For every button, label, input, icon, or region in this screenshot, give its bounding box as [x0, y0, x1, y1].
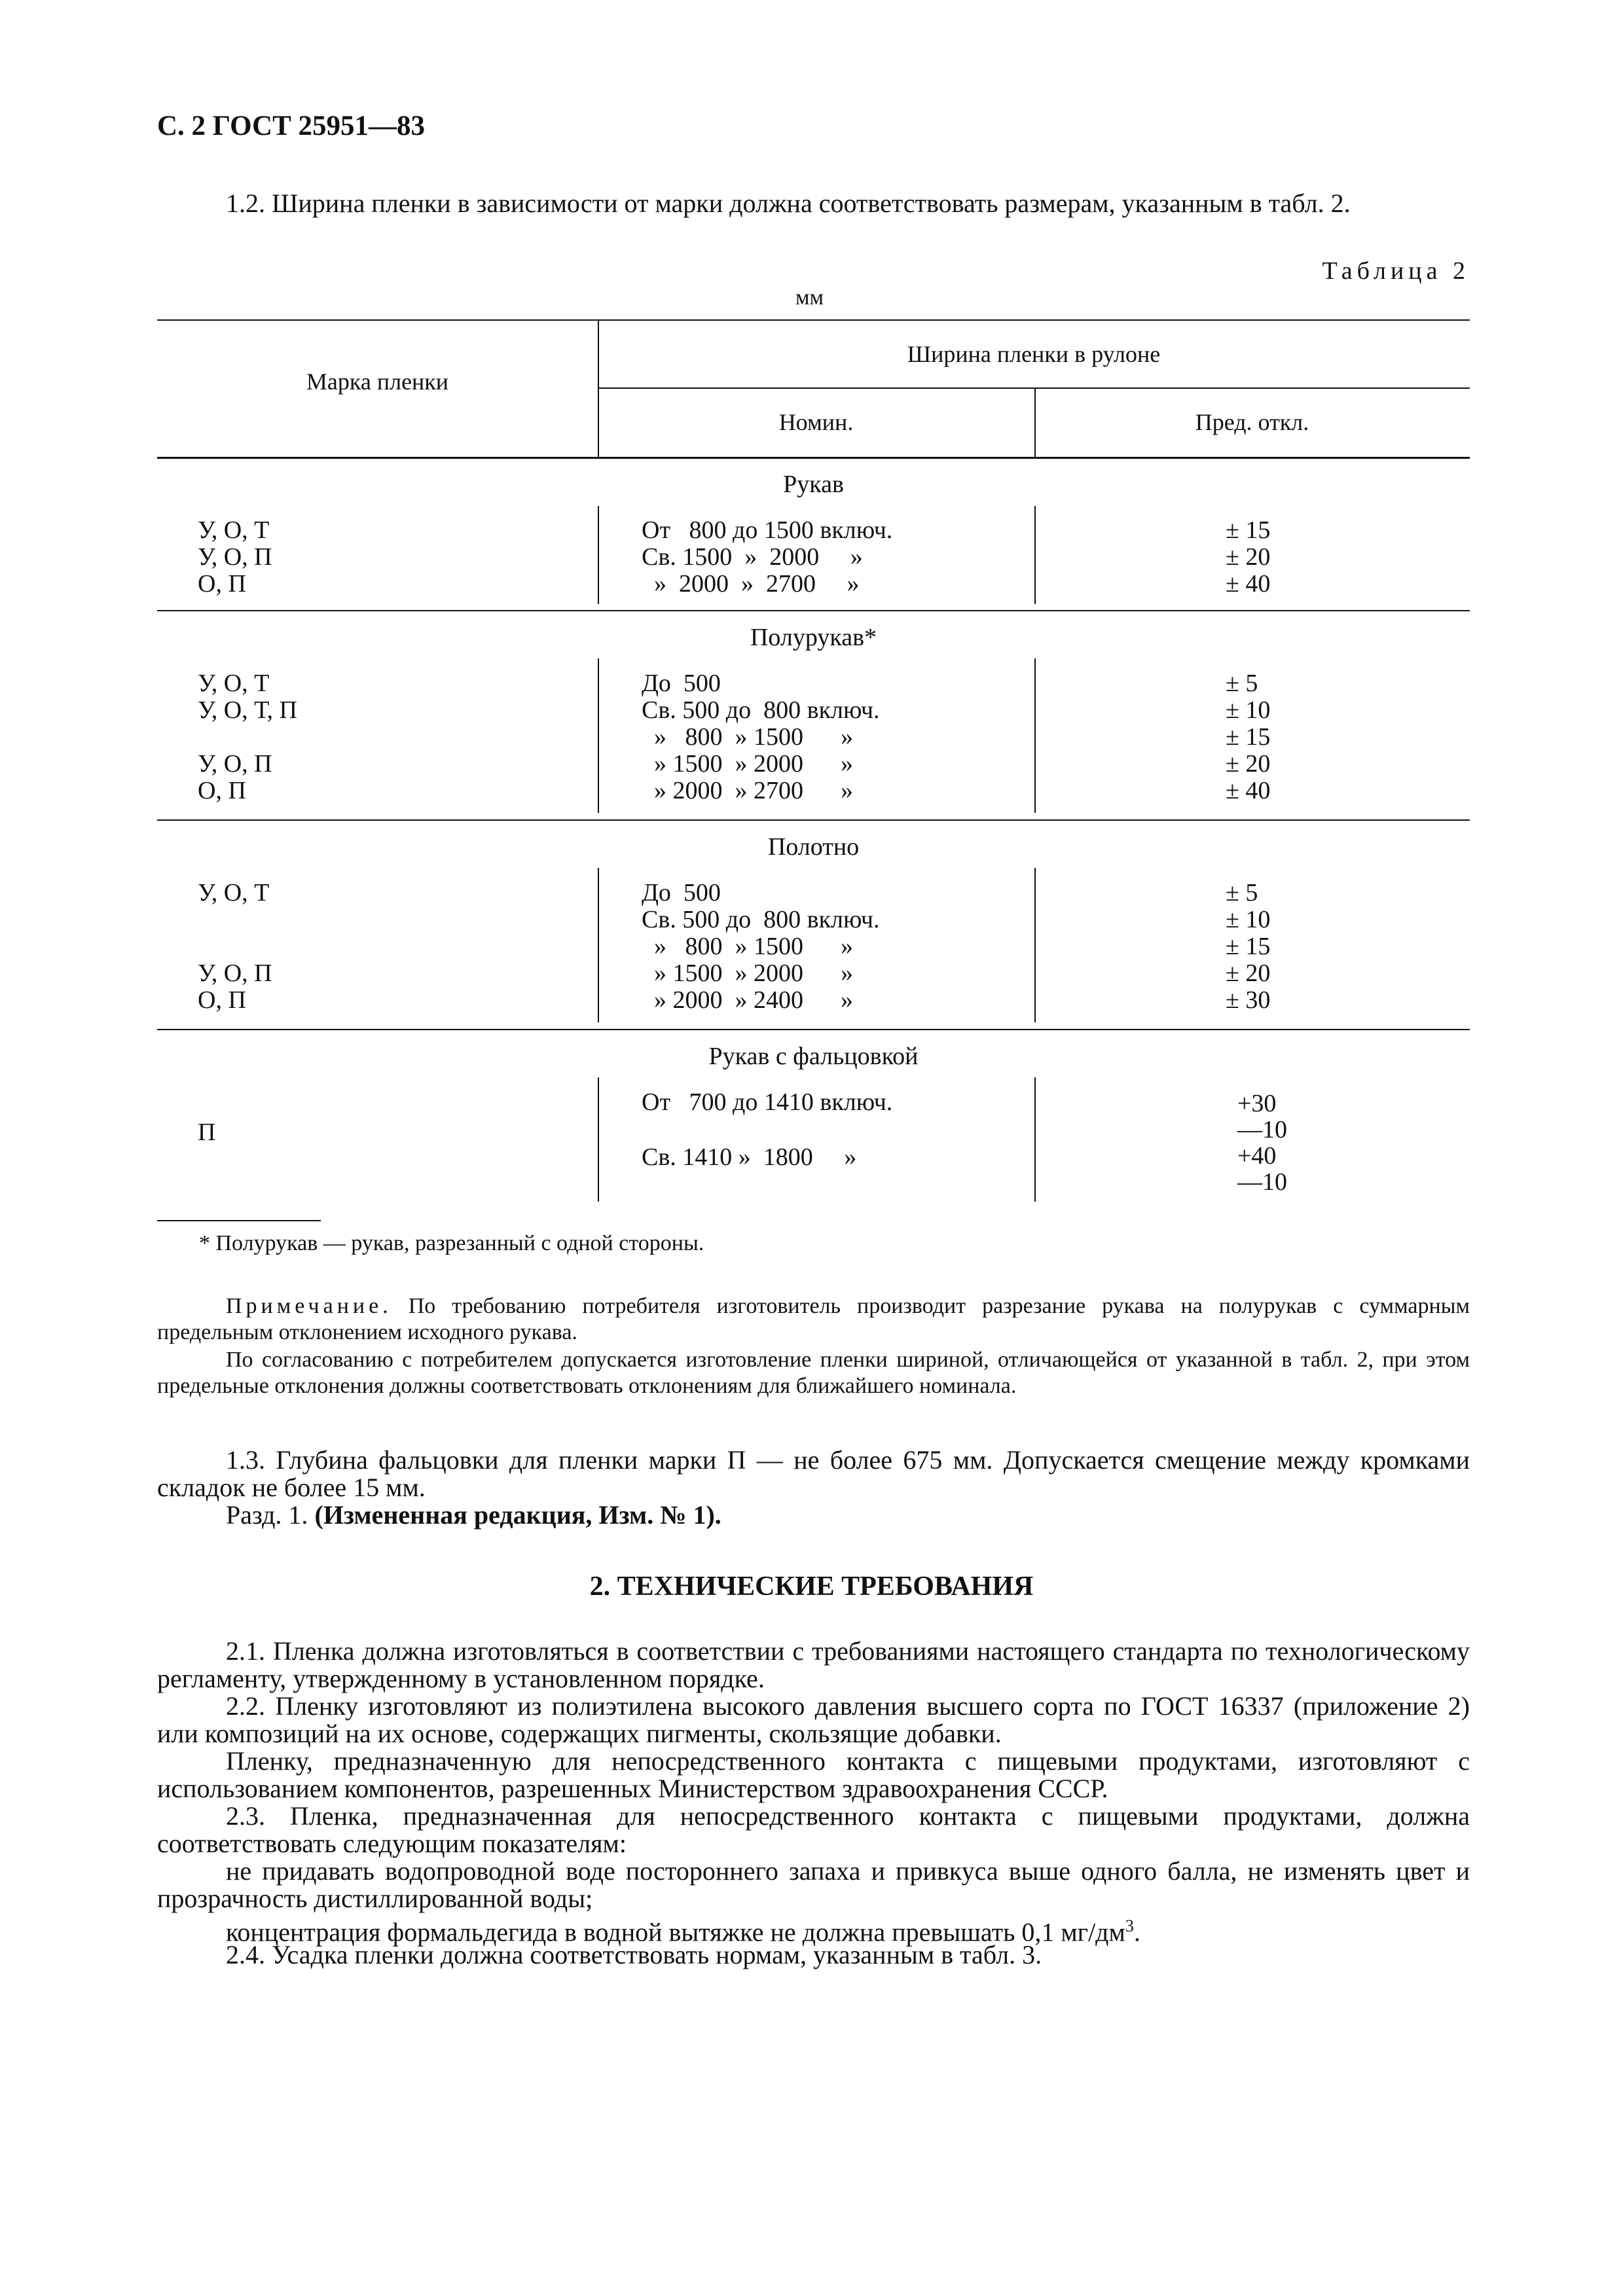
group-rule — [157, 1029, 1470, 1030]
table-note — [157, 1293, 1470, 1346]
paragraph-2-1: 2.1. Пленка должна изготовляться в соответствии с требованиями настоящего стандарта по технологическому регламенту, утвержденному в установленном порядке. — [157, 1636, 1470, 1693]
paragraph-2-2b: Пленку, предназначенную для непосредственного контакта с пищевыми продуктами, изготовляют с использованием компонентов, разрешенных Министерством здравоохранения СССР. — [157, 1746, 1470, 1803]
group-nominal-1: От 700 до 1410 включ. — [642, 1088, 893, 1116]
col-header-nom: Номин. — [778, 409, 854, 435]
group-divider — [1034, 506, 1036, 604]
col-header-width: Ширина пленки в рулоне — [907, 341, 1161, 367]
group-divider — [1034, 868, 1036, 1022]
group-marks: У, О, Т У, О, П О, П — [198, 516, 272, 598]
paragraph-1-2: 1.2. Ширина пленки в зависимости от марки должна соответствовать размерам, указанным в табл. 2. — [226, 188, 1351, 218]
group-deviation: +30 —10 +40 —10 — [1237, 1090, 1287, 1196]
table-label: Таблица 2 — [1322, 257, 1470, 285]
group-title-polurukav: Полурукав* — [750, 624, 877, 651]
paragraph-2-4: 2.4. Усадка пленки должна соответствовать нормам, указанным в табл. 3. — [226, 1940, 1042, 1969]
footnote-rule — [157, 1220, 321, 1221]
paragraph-1-3: 1.3. Глубина фальцовки для пленки марки П — не более 675 мм. Допускается смещение между кромками складок не более 15 мм. — [157, 1445, 1470, 1502]
group-deviation: ± 15 ± 20 ± 40 — [1226, 516, 1271, 598]
note-label: Примечание. — [226, 1294, 392, 1318]
group-nominal: От 800 до 1500 включ. Св. 1500 » 2000 » » 2000 » 2700 » — [642, 516, 893, 598]
razd-bold: (Измененная редакция, Изм. № 1). — [314, 1500, 721, 1530]
section-2-title: 2. ТЕХНИЧЕСКИЕ ТРЕБОВАНИЯ — [589, 1571, 1034, 1602]
col-header-mark: Марка пленки — [306, 368, 449, 395]
group-divider — [1034, 658, 1036, 813]
group-rule — [157, 819, 1470, 821]
p-2-3b-text: концентрация формальдегида в водной вытяжке не должна превышать 0,1 мг/дм — [226, 1917, 1125, 1947]
footnote: * Полурукав — рукав, разрезанный с одной стороны. — [199, 1231, 704, 1255]
table-note-2: По согласованию с потребителем допускается изготовление пленки шириной, отличающейся от указанной в табл. 2, при этом предельные отклонения должны соответствовать отклонениям для ближайшего номинала. — [157, 1348, 1470, 1398]
table-unit: мм — [795, 285, 824, 310]
group-nominal: До 500 Св. 500 до 800 включ. » 800 » 1500 » » 1500 » 2000 » » 2000 » 2700 » — [642, 670, 880, 804]
p-2-3b-end: . — [1133, 1917, 1140, 1947]
group-deviation: ± 5 ± 10 ± 15 ± 20 ± 30 — [1226, 879, 1271, 1014]
col-header-dev: Пред. откл. — [1195, 409, 1309, 435]
p-2-3b-sup: 3 — [1125, 1916, 1134, 1935]
group-title-rukav-falc: Рукав с фальцовкой — [708, 1043, 919, 1070]
group-marks: У, О, Т У, О, П О, П — [198, 879, 272, 1014]
group-marks: У, О, Т У, О, Т, П У, О, П О, П — [198, 670, 297, 804]
group-divider — [598, 1077, 599, 1202]
paragraph-2-3: 2.3. Пленка, предназначенная для непосредственного контакта с пищевыми продуктами, должна соответствовать следующим показателям: — [157, 1801, 1470, 1858]
group-marks: П — [198, 1119, 216, 1146]
razd-prefix: Разд. 1. — [226, 1500, 315, 1530]
group-deviation: ± 5 ± 10 ± 15 ± 20 ± 40 — [1226, 670, 1271, 804]
group-nominal: До 500 Св. 500 до 800 включ. » 800 » 1500 » » 1500 » 2000 » » 2000 » 2400 » — [642, 879, 880, 1014]
group-divider — [598, 868, 599, 1022]
group-title-polotno: Полотно — [767, 833, 860, 861]
razd-note — [157, 1501, 1470, 1529]
note-text: По требованию потребителя изготовитель производит разрезание рукава на полурукав с суммарным предельным отклонением исходного рукава. — [157, 1294, 1470, 1344]
group-title-rukav: Рукав — [783, 471, 844, 498]
group-rule — [157, 610, 1470, 611]
paragraph-2-3a: не придавать водопроводной воде постороннего запаха и привкуса выше одного балла, не изменять цвет и прозрачность дистиллированной воды; — [157, 1856, 1470, 1913]
paragraph-2-2: 2.2. Пленку изготовляют из полиэтилена высокого давления высшего сорта по ГОСТ 16337 (приложение 2) или композиций на их основе, содержащих пигменты, скользящие добавки. — [157, 1691, 1470, 1748]
table-header-bottom-rule — [157, 457, 1470, 459]
page-header: С. 2 ГОСТ 25951—83 — [157, 111, 426, 141]
group-divider — [598, 506, 599, 604]
table-top-rule — [157, 319, 1470, 321]
table-subheader-rule — [598, 387, 1470, 389]
group-divider — [598, 658, 599, 813]
group-nominal-2: Св. 1410 » 1800 » — [642, 1143, 857, 1171]
group-divider — [1034, 1077, 1036, 1202]
